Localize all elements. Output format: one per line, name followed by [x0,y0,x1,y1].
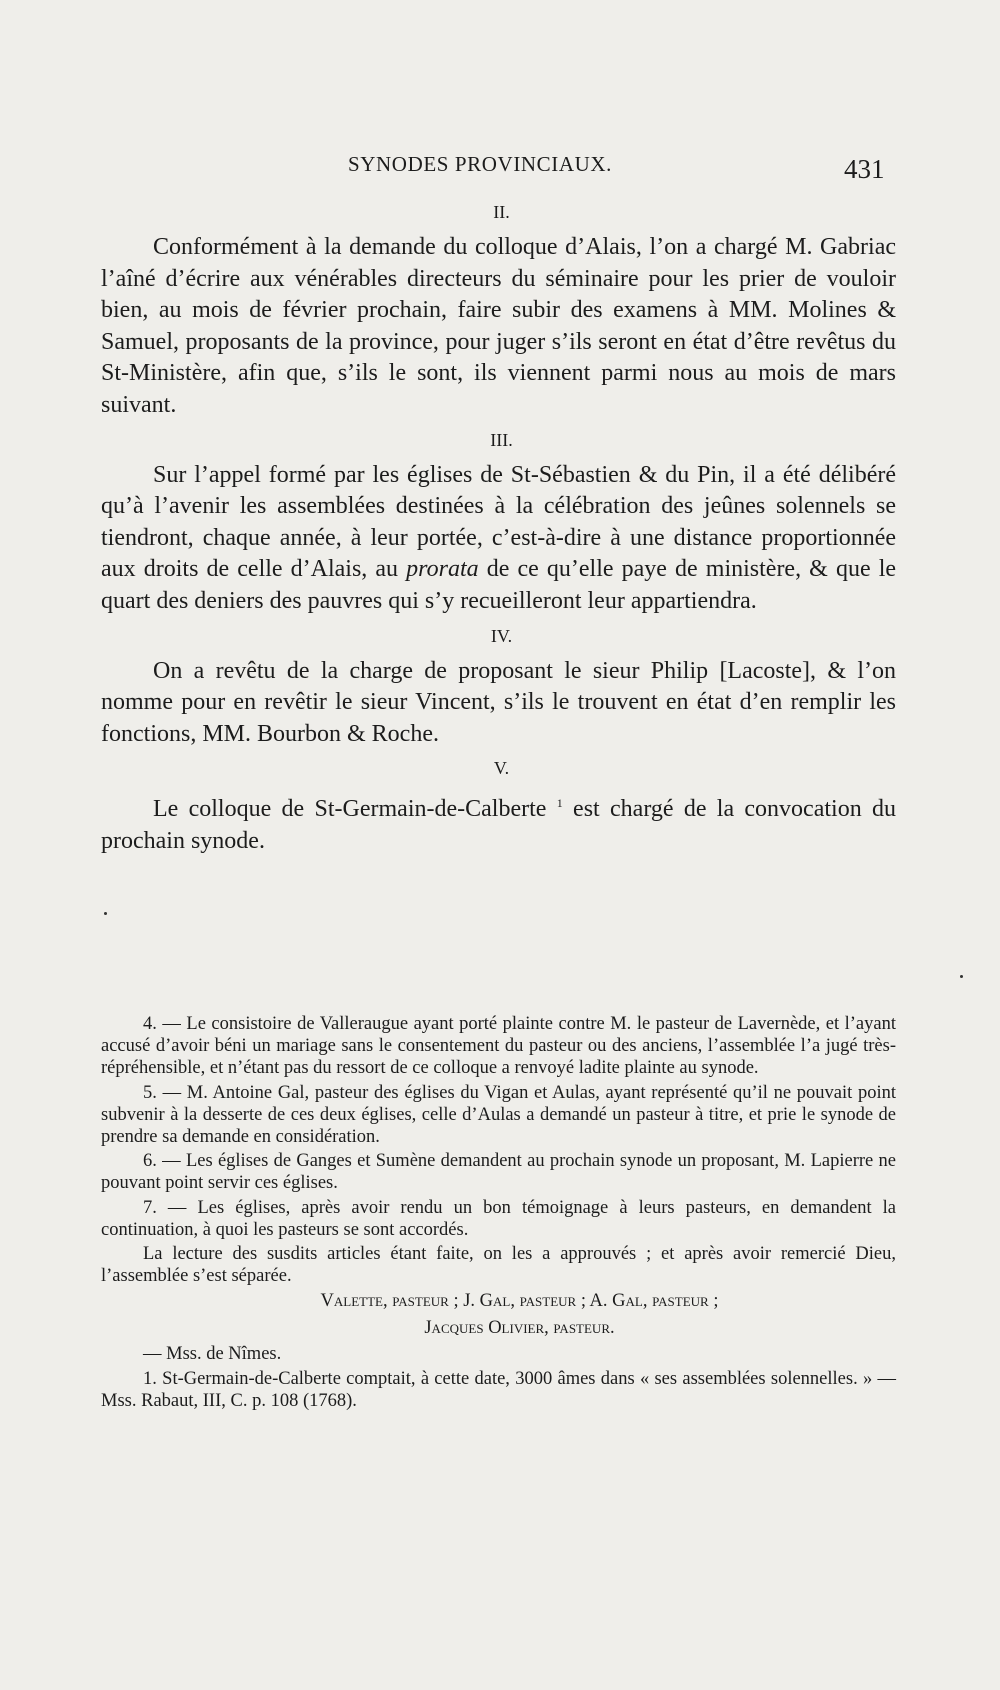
paragraph-text: est chargé de la convocation du prochain synode. [101,796,897,854]
paragraph-text: de ce qu’elle paye de ministère, & que le quart des deniers des pauvres qui s’y recueilleront leur appartiendra. [101,556,897,614]
section-number: II. [493,202,510,222]
article-item: 5. — M. Antoine Gal, pasteur des églises du Vigan et Aulas, ayant représenté qu’il ne pouvait point subvenir à la desserte de ces deux églises, celle d’Aulas a demandé un pasteur à titre, et prie le synode de prendre sa demande en considération. [101,1082,896,1148]
section-paragraph [101,460,896,618]
article-item: 4. — Le consistoire de Valleraugue ayant porté plainte contre M. le pasteur de Lavernède, et l’ayant accusé d’avoir béni un mariage sans le consentement du pasteur ou des anciens, l’assemblée l’a jugé très-répréhensible, et n’étant pas du ressort de ce colloque a renvoyé ladite plainte au synode. [101,1014,896,1079]
footnote-mark[interactable]: 1 [556,796,563,811]
main-text [101,200,896,864]
page-header [0,152,1000,186]
paragraph-text: On a revêtu de la charge de proposant le sieur Philip [Lacoste], & l’on nomme pour en revêtir le sieur Vincent, s’ils le trouvent en état d’en remplir les fonctions, MM. Bourbon & Roche. [101,657,896,747]
section-paragraph [101,232,896,422]
italic-term: prorata [406,556,479,583]
running-head: SYNODES PROVINCIAUX. [348,152,613,176]
source-reference: — Mss. de Nîmes. [143,1344,282,1365]
signature-line: Jacques Olivier, pasteur. [424,1318,615,1339]
speck-mark [104,912,107,915]
article-item: 7. — Les églises, après avoir rendu un bon témoignage à leurs pasteurs, en demandent la continuation, à quoi les pasteurs se sont accordés. [101,1197,896,1240]
articles-block [101,1013,896,1414]
closing-paragraph: La lecture des susdits articles étant faite, on les a approuvés ; et après avoir remercié Dieu, l’assemblée s’est séparée. [101,1244,896,1287]
paragraph-text: Le colloque de St-Germain-de-Calberte [153,796,547,823]
paragraph-text: Conformément à la demande du colloque d’Alais, l’on a chargé M. Gabriac l’aîné d’écrire aux vénérables directeurs du séminaire pour les prier de vouloir bien, au mois de février prochain, faire subir des examens à MM. Molines & Samuel, proposants de la province, pour juger s’ils seront en état d’être revêtus du St-Ministère, afin que, s’ils le sont, ils viennent parmi nous au mois de mars suivant. [101,234,896,418]
section-paragraph [101,656,896,751]
page-number: 431 [844,154,885,184]
section-number: V. [493,758,510,779]
footnote: 1. St-Germain-de-Calberte comptait, à cette date, 3000 âmes dans « ses assemblées solennelles. » — Mss. Rabaut, III, C. p. 108 (1768). [101,1368,896,1411]
paragraph-text: Sur l’appel formé par les églises de St-Sébastien & du Pin, il a été délibéré qu’à l’avenir les assemblées destinées à la célébration des jeûnes solennels se tiendront, chaque année, à leur portée, c’est-à-dire à une distance proportionnée aux droits de celle d’Alais, au [101,461,896,583]
section-number: IV. [490,625,513,646]
section-number: III. [490,429,513,450]
section-paragraph [101,788,896,857]
article-item: 6. — Les églises de Ganges et Sumène demandent au prochain synode un proposant, M. Lapierre ne pouvant point servir ces églises. [101,1151,896,1194]
speck-mark [960,975,963,978]
signature-line: Valette, pasteur ; J. Gal, pasteur ; A. Gal, pasteur ; [320,1291,719,1312]
